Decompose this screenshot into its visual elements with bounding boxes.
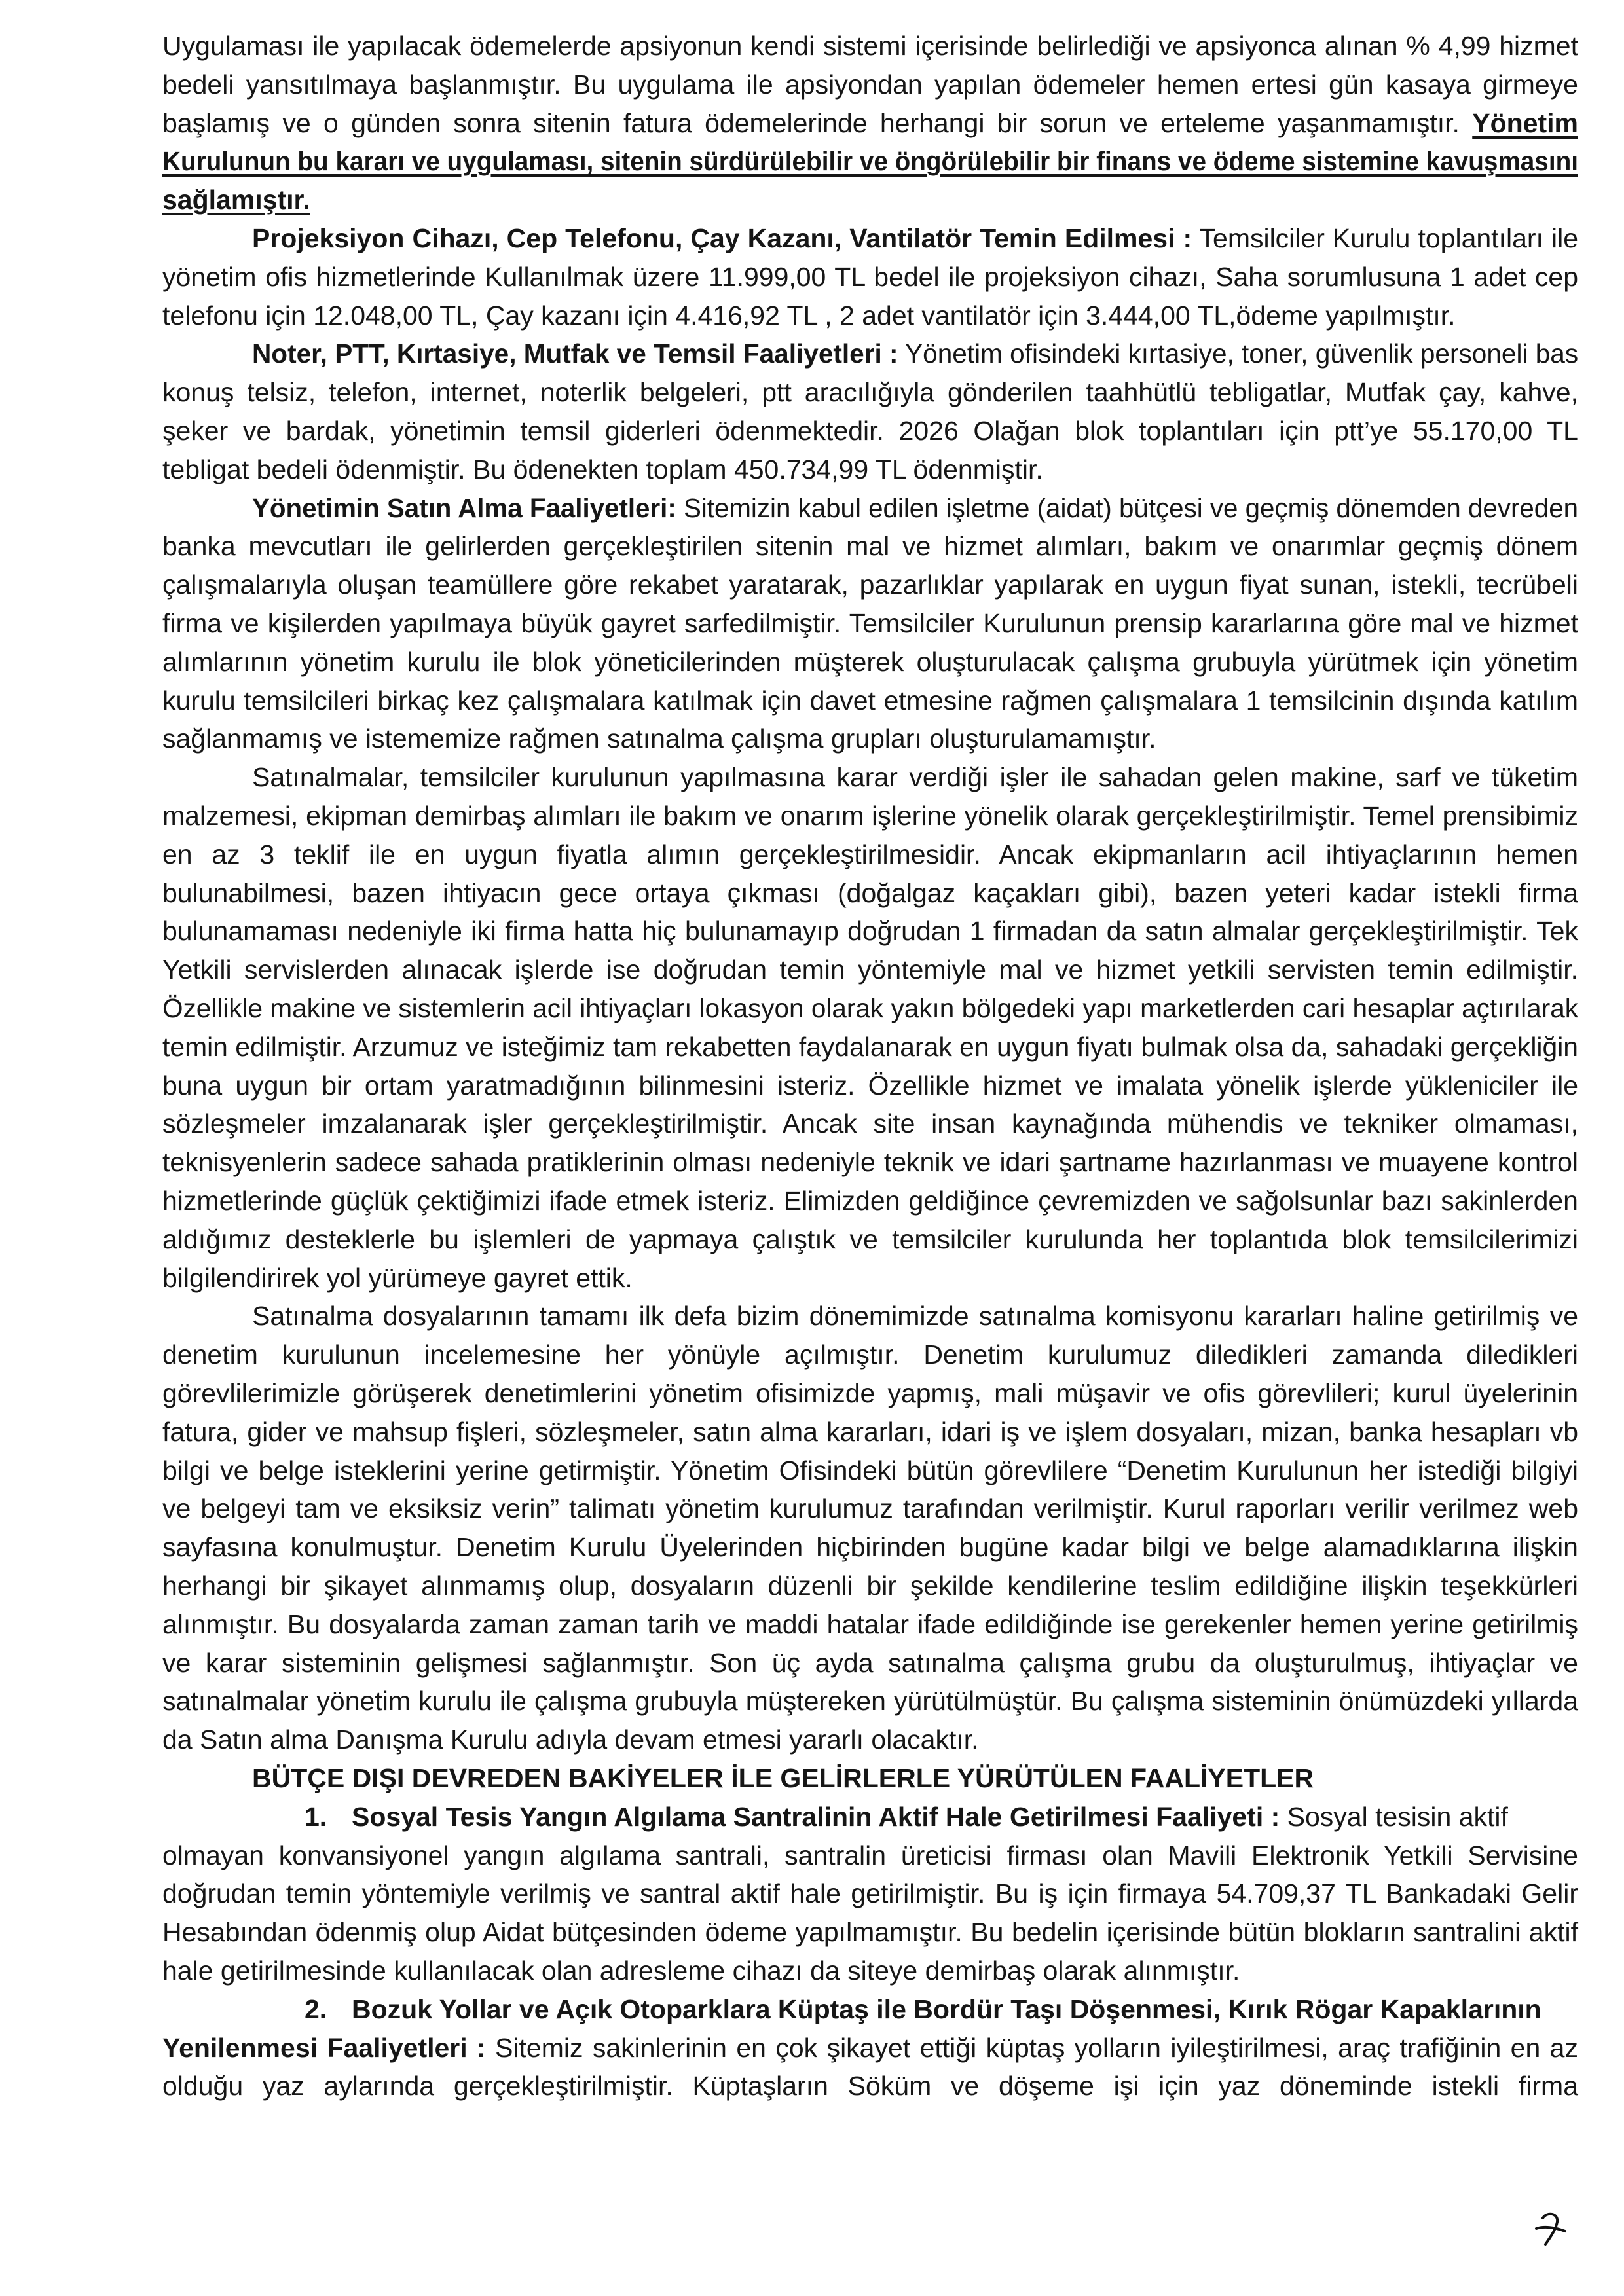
text-line (252, 219, 1578, 258)
text-line (162, 1027, 1578, 1066)
text-line (304, 1797, 1578, 1836)
body-text: Satınalma dosyalarının tamamı ilk defa bizim dönemimizde satınalma komisyonu kararları haline getirilmiş ve (252, 1301, 1578, 1332)
body-text: da Satın alma Danışma Kurulu adıyla devam etmesi yararlı olacaktır. (162, 1724, 979, 1755)
text-line (162, 911, 1578, 951)
text-line (162, 450, 1578, 489)
text-line (252, 1296, 1578, 1336)
bold-heading-text: Noter, PTT, Kırtasiye, Mutfak ve Temsil Faaliyetleri : (252, 338, 898, 369)
body-text: sayfasına konulmuştur. Denetim Kurulu Üyelerinden hiçbirinden bugüne kadar bilgi ve belge alamadıklarına ilişkin (162, 1532, 1578, 1563)
body-text: ve belgeyi tam ve eksiksiz verin” talimatı yönetim kurulumuz tarafından verilmiştir. Kurul raporları verilir verilmez web (162, 1493, 1578, 1524)
body-text: çalışmalarıyla oluşan teamüllere göre rekabet yaratarak, pazarlıklar yapılarak en uygun fiyat sunan, istekli, tecrübeli (162, 570, 1578, 600)
text-line (162, 1874, 1578, 1913)
body-text: Uygulaması ile yapılacak ödemelerde apsiyonun kendi sistemi içerisinde belirlediği ve apsiyonca alınan % 4,99 hizmet (162, 31, 1578, 61)
text-line (162, 26, 1578, 65)
text-line (162, 1681, 1578, 1721)
body-text: bilgilendirirek yol yürümeye gayret ettik. (162, 1262, 633, 1293)
text-line (162, 1720, 1578, 1759)
text-line (162, 1220, 1578, 1259)
body-text: Yönetim ofisindeki kırtasiye, toner, güvenlik personeli bas (898, 338, 1579, 369)
bold-heading-text: Yönetimin Satın Alma Faaliyetleri: (252, 492, 676, 523)
body-text: bilgi ve belge isteklerini yerine getirmiştir. Yönetim Ofisindeki bütün görevlilere “Denetim Kurulunun her istediği bilgiyi (162, 1455, 1578, 1485)
body-text: temin edilmiştir. Arzumuz ve isteğimiz tam rekabetten faydalanarak en uygun fiyatı bulmak olsa da, sahadaki gerçekliğin (162, 1031, 1578, 1062)
body-text: fatura, gider ve mahsup fişleri, sözleşmeler, satın alma kararları, idari iş ve işlem dosyaları, mizan, banka hesapları vb (162, 1416, 1578, 1447)
text-line (162, 526, 1578, 566)
text-line (162, 1836, 1578, 1875)
body-text: Yetkili servislerden alınacak işlerde ise doğrudan temin yöntemiyle mal ve hizmet yetkili servisten temin edilmiştir. (162, 955, 1578, 985)
body-text: herhangi bir şikayet alınmamış olup, dosyaların düzenli bir şekilde kendilerine teslim edildiğine ilişkin teşekkürleri (162, 1571, 1578, 1601)
body-text: yönetim ofis hizmetlerinde Kullanılmak üzere 11.999,00 TL bedel ile projeksiyon cihazı, Saha sorumlusuna 1 adet cep (162, 261, 1578, 292)
text-line (162, 1605, 1578, 1644)
text-line (162, 1258, 1578, 1298)
body-text: görevlilerimizle görüşerek denetimlerini yönetim ofisimizde yapmış, mali müşavir ve ofis görevlileri; kurul üyelerinin (162, 1378, 1578, 1408)
text-line (162, 1335, 1578, 1374)
text-line (162, 1951, 1578, 1990)
text-line (162, 642, 1578, 682)
body-text: hale getirilmesinde kullanılacak olan adresleme cihazı da siteye demirbaş olarak alınmıştır. (162, 1956, 1240, 1986)
body-text: bedeli yansıtılmaya başlanmıştır. Bu uygulama ile apsiyondan yapılan ödemeler hemen ertesi gün kasaya girmeye (162, 69, 1578, 100)
text-line (162, 180, 1578, 219)
text-line (162, 796, 1578, 835)
body-text: bulunabilmesi, bazen ihtiyacın gece ortaya çıkması (doğalgaz kaçakları gibi), bazen yeteri kadar istekli firma (162, 877, 1578, 908)
text-line (162, 1181, 1578, 1220)
body-text: başlamış ve o günden sonra sitenin fatura ödemelerinde herhangi bir sorun ve erteleme yaşanmamıştır. (162, 107, 1473, 138)
bold-heading-text: Projeksiyon Cihazı, Cep Telefonu, Çay Kazanı, Vantilatör Temin Edilmesi : (252, 223, 1192, 253)
body-text: tebligat bedeli ödenmiştir. Bu ödenekten toplam 450.734,99 TL ödenmiştir. (162, 454, 1043, 484)
text-line (162, 1142, 1578, 1182)
text-line (162, 681, 1578, 720)
text-line (162, 989, 1578, 1028)
text-line (162, 296, 1578, 335)
body-text: olduğu yaz aylarında gerçekleştirilmiştir. Küptaşların Söküm ve döşeme işi için yaz döneminde istekli firma (162, 2071, 1578, 2102)
bold-heading-text: Sosyal Tesis Yangın Algılama Santralinin Aktif Hale Getirilmesi Faaliyeti : (352, 1801, 1280, 1832)
underlined-emphasis-text: sağlamıştır. (162, 185, 310, 215)
text-line (162, 411, 1578, 450)
handwritten-page-number (1532, 2206, 1572, 2252)
list-number: 2. (304, 1994, 327, 2024)
text-line (162, 1451, 1578, 1490)
text-line (162, 1527, 1578, 1567)
text-line (162, 2028, 1578, 2068)
body-text: Sosyal tesisin aktif (1280, 1801, 1508, 1832)
text-line (162, 835, 1578, 874)
text-line (162, 257, 1578, 297)
body-text: banka mevcutları ile gelirlerden gerçekleştirilen sitenin mal ve hizmet alımları, bakım ve onarımlar geçmiş dönem (162, 531, 1578, 562)
list-number: 1. (304, 1801, 327, 1832)
body-text: buna uygun bir ortam yaratmadığının bilinmesini isteriz. Özellikle hizmet ve imalata yönelik işlerde yükleniciler ile (162, 1070, 1578, 1101)
underlined-emphasis-text: Kurulunun bu kararı ve uygulaması, sitenin sürdürülebilir ve öngörülebilir bir finans ve ödeme sistemine kavuşmasını (162, 146, 1578, 177)
text-line (162, 1643, 1578, 1683)
body-text: kurulu temsilcileri birkaç kez çalışmalara katılmak için davet etmesine rağmen çalışmalara 1 temsilcinin dışında katılım (162, 685, 1578, 716)
body-text: teknisyenlerin sadece sahada pratiklerinin olması nedeniyle teknik ve idari şartname hazırlanması ve muayene kontrol (162, 1147, 1578, 1178)
body-text: telefonu için 12.048,00 TL, Çay kazanı için 4.416,92 TL , 2 adet vantilatör için 3.444,00 TL,ödeme yapılmıştır. (162, 300, 1456, 331)
text-line (252, 1758, 1578, 1798)
text-line (162, 873, 1578, 913)
text-line (162, 1412, 1578, 1451)
body-text: aldığımız desteklerle bu işlemleri de yapmaya çalıştık ve temsilciler kurulunda her toplantıda blok temsilcilerimizi (162, 1224, 1578, 1254)
body-text: doğrudan temin yöntemiyle verilmiş ve santral aktif hale getirilmiştir. Bu iş için firmaya 54.709,37 TL Bankadaki Gelir (162, 1878, 1578, 1909)
text-line (304, 1990, 1578, 2029)
underlined-emphasis-text: Yönetim (1472, 107, 1578, 138)
text-line (162, 1489, 1578, 1528)
body-text: bulunamaması nedeniyle iki firma hatta hiç bulunamayıp doğrudan 1 firmadan da satın almalar gerçekleştirilmiştir. Tek (162, 916, 1578, 947)
body-text: Temsilciler Kurulu toplantıları ile (1192, 223, 1578, 253)
body-text: satınalmalar yönetim kurulu ile çalışma grubuyla müştereken yürütülmüştür. Bu çalışma sisteminin önümüzdeki yıllarda (162, 1686, 1578, 1717)
body-text: Hesabından ödenmiş olup Aidat bütçesinden ödeme yapılmamıştır. Bu bedelin içerisinde bütün blokların santralini aktif (162, 1917, 1578, 1948)
body-text: ve karar sisteminin gelişmesi sağlanmıştır. Son üç ayda satınalma çalışma grubu da oluşturulmuş, ihtiyaçlar ve (162, 1647, 1578, 1678)
text-line (162, 65, 1578, 104)
text-line (162, 103, 1578, 143)
body-text: olmayan konvansiyonel yangın algılama santrali, santralin üreticisi firması olan Mavili Elektronik Yetkili Servisine (162, 1840, 1578, 1870)
text-line (162, 1912, 1578, 1952)
text-line (252, 488, 1578, 528)
text-line (162, 565, 1578, 604)
body-text: alımlarının yönetim kurulu ile blok yöneticilerinden müşterek oluşturulacak çalışma grubuyla yürütmek için yönetim (162, 646, 1578, 677)
text-line (162, 2066, 1578, 2105)
bold-heading-text: Bozuk Yollar ve Açık Otoparklara Küptaş ile Bordür Taşı Döşenmesi, Kırık Rögar Kapaklarının (352, 1994, 1541, 2024)
text-line (162, 1104, 1578, 1143)
text-line (162, 1066, 1578, 1105)
text-line (162, 604, 1578, 643)
text-line (162, 373, 1578, 412)
text-line (252, 757, 1578, 797)
text-line (252, 334, 1578, 373)
body-text: şeker ve bardak, yönetimin temsil giderleri ödenmektedir. 2026 Olağan blok toplantıları için ptt’ye 55.170,00 TL (162, 416, 1578, 446)
bold-heading-text: Yenilenmesi Faaliyetleri : (162, 2032, 486, 2063)
body-text: Satınalmalar, temsilciler kurulunun yapılmasına karar verdiği işler ile sahadan gelen makine, sarf ve tüketim (252, 762, 1578, 793)
text-line (162, 1374, 1578, 1413)
text-line (162, 719, 1578, 758)
body-text: firma ve kişilerden yapılmaya büyük gayret sarfedilmiştir. Temsilciler Kurulunun prensip kararlarına göre mal ve hizmet (162, 608, 1578, 638)
text-line (162, 141, 1578, 181)
body-text: en az 3 teklif ile en uygun fiyatla alımın gerçekleştirilmesidir. Ancak ekipmanların acil ihtiyaçlarının hemen (162, 839, 1578, 869)
body-text: konuş telsiz, telefon, internet, noterlik belgeleri, ptt aracılığıyla gönderilen taahhütlü tebligatlar, Mutfak çay, kahve, (162, 377, 1578, 408)
body-text: alınmıştır. Bu dosyalarda zaman zaman tarih ve maddi hatalar ifade edildiğinde ise gerekenler hemen yerine getirilmiş (162, 1609, 1578, 1639)
bold-heading-text: BÜTÇE DIŞI DEVREDEN BAKİYELER İLE GELİRLERLE YÜRÜTÜLEN FAALİYETLER (252, 1763, 1314, 1793)
body-text: hizmetlerinde güçlük çektiğimizi ifade etmek isteriz. Elimizden geldiğince çevremizden ve sağolsunlar bazı sakinlerden (162, 1186, 1578, 1216)
body-text: sözleşmeler imzalanarak işler gerçekleştirilmiştir. Ancak site insan kaynağında mühendis ve tekniker olmaması, (162, 1108, 1578, 1139)
body-text: sağlanmamış ve istememize rağmen satınalma çalışma grupları oluşturulamamıştır. (162, 723, 1156, 754)
text-line (162, 950, 1578, 989)
body-text: Özellikle makine ve sistemlerin acil ihtiyaçları lokasyon olarak yakın bölgedeki yapı marketlerden cari hesaplar açtırılarak (162, 993, 1578, 1023)
body-text: denetim kurulunun incelemesine her yönüyle açılmıştır. Denetim kurulumuz diledikleri zamanda diledikleri (162, 1339, 1578, 1370)
body-text: Sitemiz sakinlerinin en çok şikayet ettiği küptaş yolların iyileştirilmesi, araç trafiğinin en az (485, 2032, 1578, 2063)
body-text: malzemesi, ekipman demirbaş alımları ile bakım ve onarım işlerine yönelik olarak gerçekleştirilmiştir. Temel prensibimiz (162, 801, 1578, 831)
text-line (162, 1566, 1578, 1605)
body-text: Sitemizin kabul edilen işletme (aidat) bütçesi ve geçmiş dönemden devreden (676, 492, 1579, 523)
